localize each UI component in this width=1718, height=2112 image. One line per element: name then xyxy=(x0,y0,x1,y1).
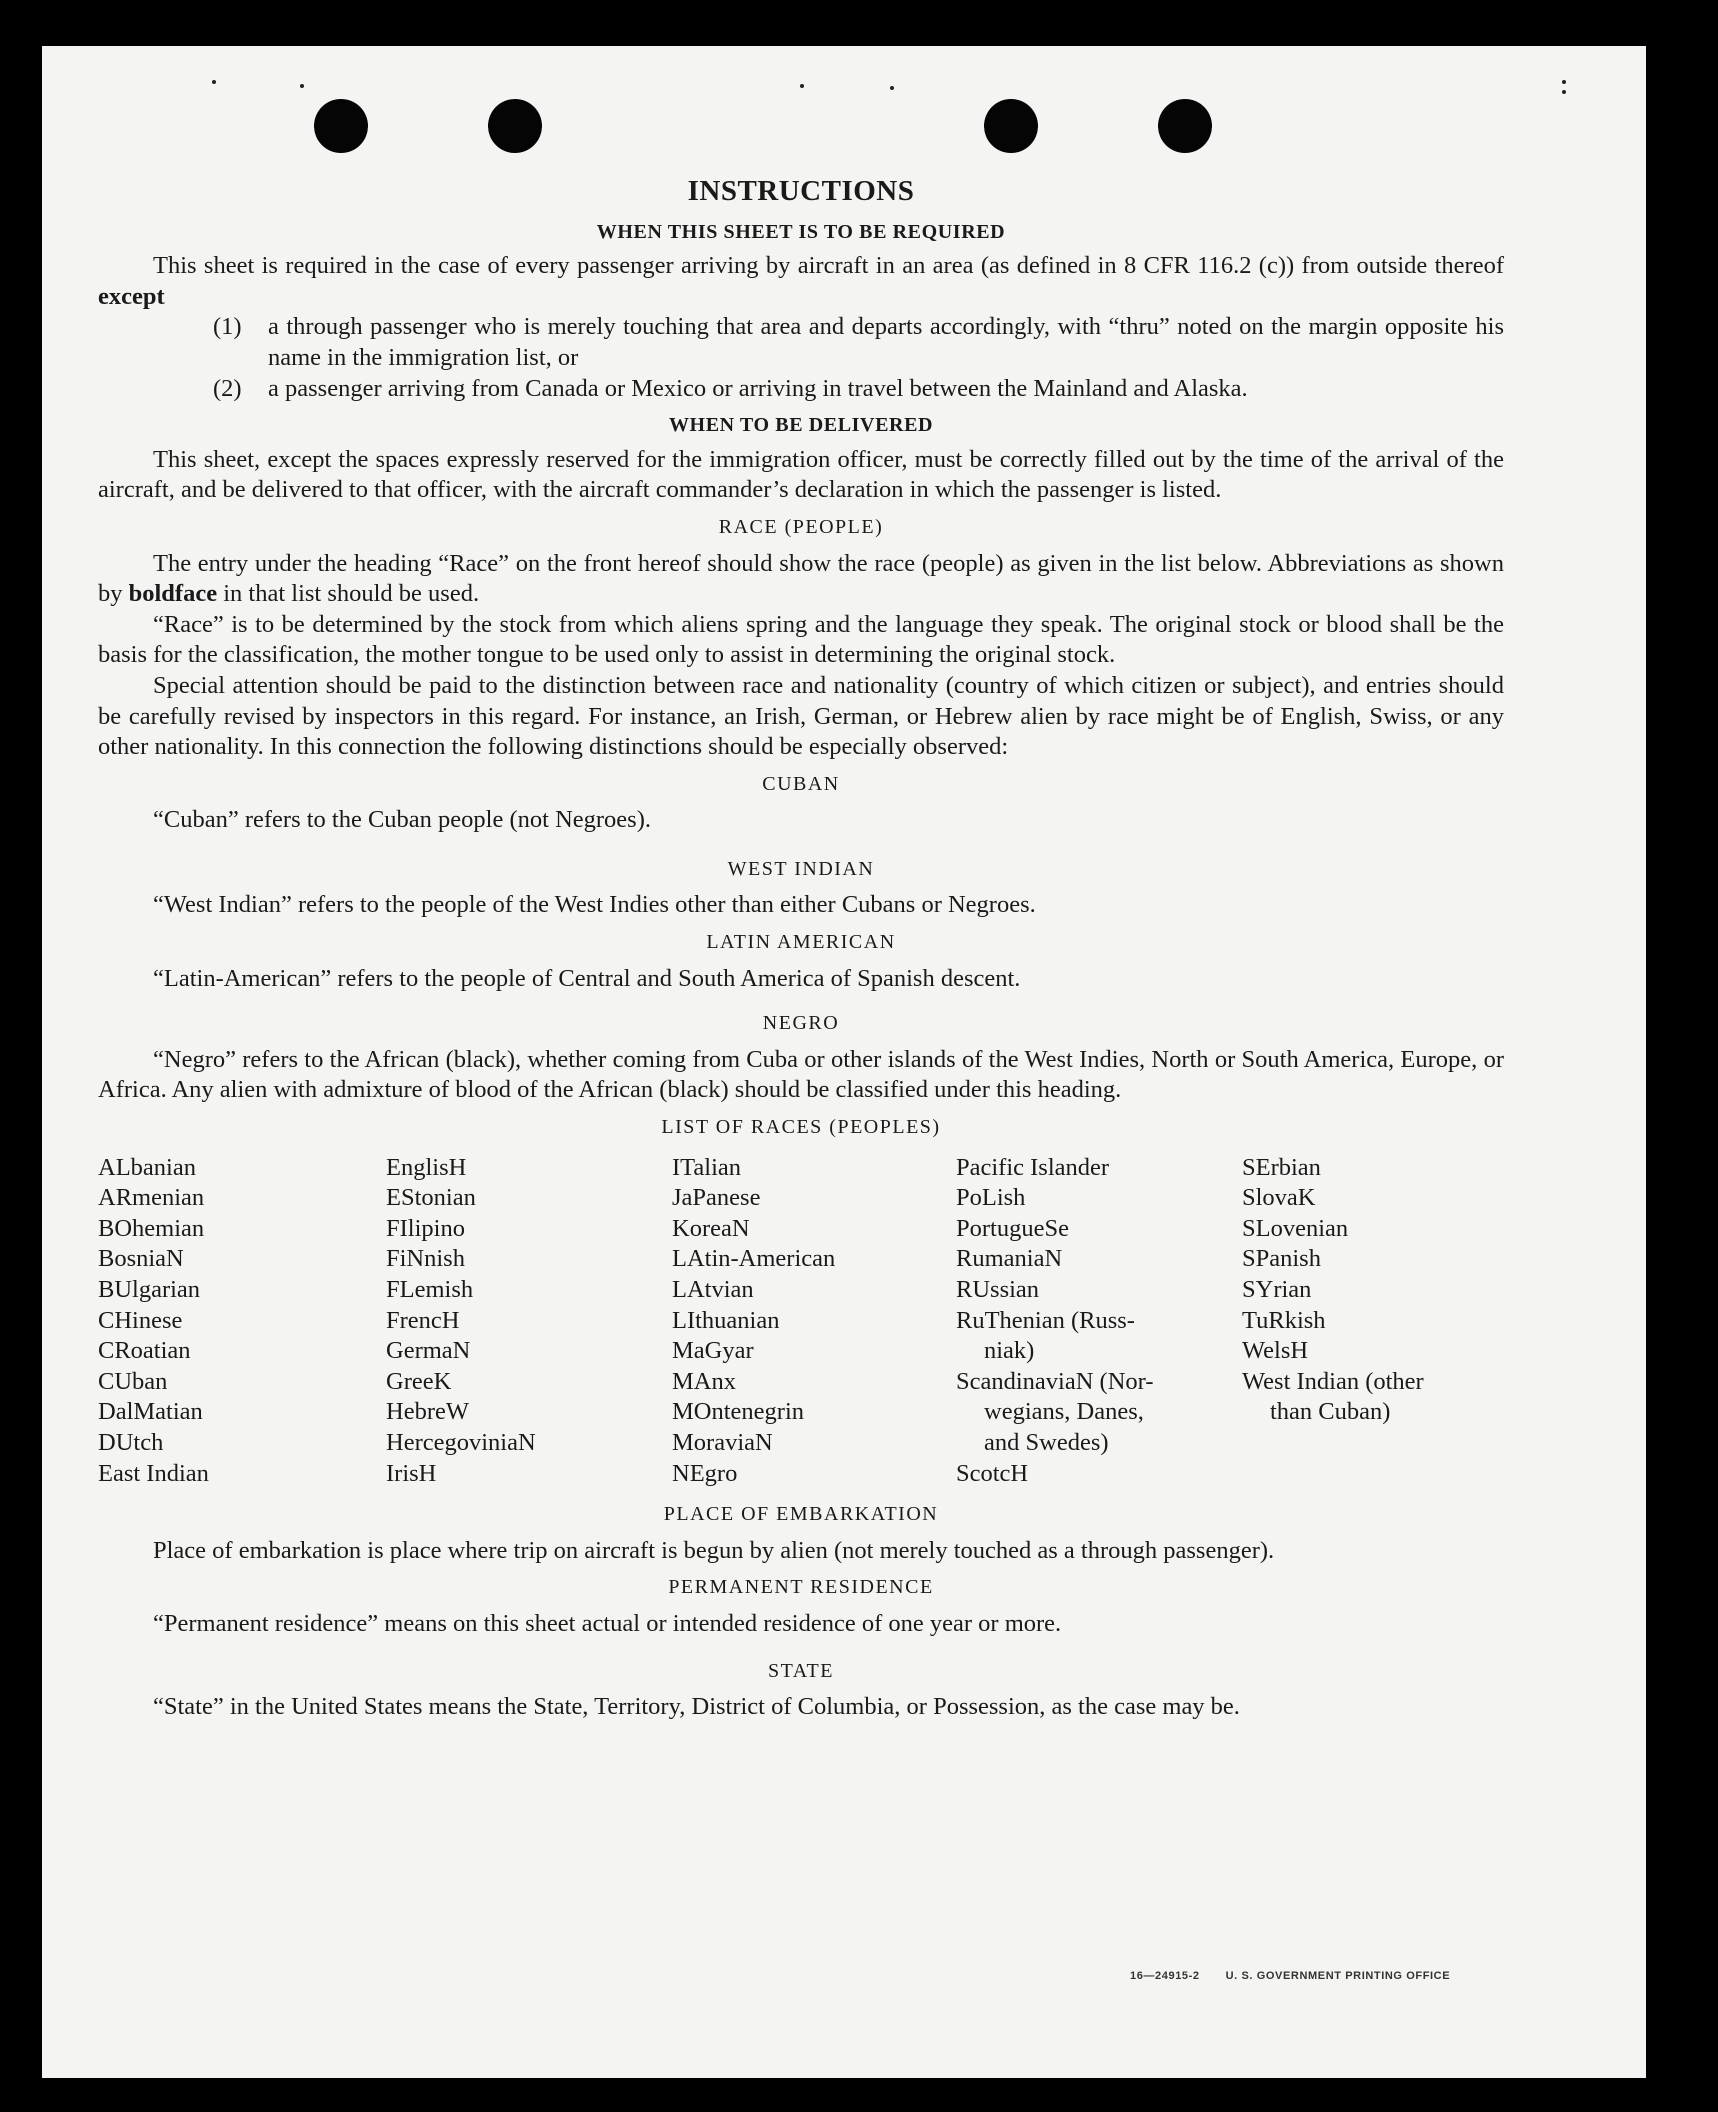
race-entry: EStonian xyxy=(386,1184,476,1212)
race-entry: LAtvian xyxy=(672,1276,754,1303)
race-entry: FiNnish xyxy=(386,1245,465,1273)
race-entry: ScandinaviaN (Nor- xyxy=(956,1367,1154,1395)
exception-number: (1) xyxy=(213,313,242,341)
race-entry: MAnx xyxy=(672,1367,736,1395)
race-entry: ARmenian xyxy=(98,1184,205,1212)
race-paragraph-1 xyxy=(98,549,1504,610)
race-entry: SLovenian xyxy=(1242,1214,1349,1242)
paper-speck xyxy=(1562,80,1566,84)
race-entry: MOntenegrin xyxy=(672,1398,804,1426)
race-entry: KoreaN xyxy=(672,1214,750,1242)
document-page xyxy=(42,46,1646,2078)
race-entry: SYrian xyxy=(1242,1276,1312,1303)
race-entry-continued: than Cuban) xyxy=(1270,1398,1391,1426)
race-entry: LIthuanian xyxy=(672,1306,780,1334)
race-entry: GermaN xyxy=(386,1337,471,1365)
section-heading-cuban: CUBAN xyxy=(762,772,840,795)
embarkation-text: Place of embarkation is place where trip on aircraft is begun by alien (not merely touched as a through passenger). xyxy=(153,1536,1275,1564)
race-entry: West Indian (other xyxy=(1242,1367,1424,1395)
race-p1-bold: boldface xyxy=(128,580,218,608)
negro-text: “Negro” refers to the African (black), whether coming from Cuba or other islands of the West Indies, North or South America, Europe, or Africa. Any alien with admixture of blood of the African (black) should be classified under this heading. xyxy=(98,1045,1504,1104)
race-entry: DalMatian xyxy=(98,1398,203,1426)
race-entry: RUssian xyxy=(956,1276,1040,1303)
race-entry: CRoatian xyxy=(98,1337,191,1365)
race-entry: FIlipino xyxy=(386,1214,465,1242)
paper-speck xyxy=(212,80,216,84)
section-heading-west-indian: WEST INDIAN xyxy=(727,857,875,880)
section-heading-race: RACE (PEOPLE) xyxy=(718,515,884,538)
required-intro xyxy=(98,251,1504,312)
latin-american-text: “Latin-American” refers to the people of Central and South America of Spanish descent. xyxy=(153,964,1021,992)
delivered-text: This sheet, except the spaces expressly reserved for the immigration officer, must be correctly filled out by the time of the arrival of the aircraft, and be delivered to that officer, with the aircraft commander’s declaration in which the passenger is listed. xyxy=(98,445,1504,504)
race-entry: SlovaK xyxy=(1242,1184,1316,1212)
race-entry: ScotcH xyxy=(956,1459,1029,1487)
race-entry: SErbian xyxy=(1242,1153,1321,1181)
race-entry: RumaniaN xyxy=(956,1245,1063,1273)
race-entry: HebreW xyxy=(386,1398,469,1426)
race-entry-continued: and Swedes) xyxy=(984,1428,1109,1456)
exception-number: (2) xyxy=(213,374,242,402)
instructions-content xyxy=(98,176,1504,1723)
race-entry: CHinese xyxy=(98,1306,183,1334)
race-entry: BOhemian xyxy=(98,1214,205,1242)
state-text: “State” in the United States means the State, Territory, District of Columbia, or Possession, as the case may be. xyxy=(153,1693,1240,1721)
race-entry: DUtch xyxy=(98,1428,164,1456)
race-p1-suffix: in that list should be used. xyxy=(217,580,480,608)
race-entry-continued: niak) xyxy=(984,1337,1035,1365)
paper-speck xyxy=(890,86,894,90)
race-entry: NEgro xyxy=(672,1459,738,1487)
race-entry: BUlgarian xyxy=(98,1276,201,1303)
cuban-text: “Cuban” refers to the Cuban people (not Negroes). xyxy=(153,806,651,834)
section-heading-embarkation: PLACE OF EMBARKATION xyxy=(663,1503,939,1526)
race-entry: HercegoviniaN xyxy=(386,1428,536,1456)
races-column xyxy=(98,1153,386,1490)
race-entry: Pacific Islander xyxy=(956,1153,1110,1181)
punch-hole xyxy=(314,99,368,153)
residence-text: “Permanent residence” means on this sheet actual or intended residence of one year or more. xyxy=(153,1609,1062,1637)
section-heading-latin-american: LATIN AMERICAN xyxy=(706,931,896,954)
west-indian-text: “West Indian” refers to the people of the West Indies other than either Cubans or Negroes. xyxy=(153,891,1036,919)
race-entry: IrisH xyxy=(386,1459,437,1487)
punch-hole xyxy=(1158,99,1212,153)
exception-text: a through passenger who is merely touching that area and departs accordingly, with “thru” noted on the margin opposite his name in the immigration list, or xyxy=(268,313,1504,371)
race-entry: FrencH xyxy=(386,1306,460,1334)
exception-item xyxy=(213,312,1504,373)
race-entry: PortugueSe xyxy=(956,1214,1069,1242)
punch-hole xyxy=(488,99,542,153)
section-heading-state: STATE xyxy=(768,1659,834,1682)
races-column xyxy=(386,1153,672,1490)
race-p1-prefix: The entry under the heading “Race” on the front hereof should show the race (people) as given in the list below. Abbreviations as shown by xyxy=(98,549,1504,608)
races-column xyxy=(672,1153,956,1490)
race-entry: ITalian xyxy=(672,1153,742,1181)
section-heading-list-of-races: LIST OF RACES (PEOPLES) xyxy=(661,1116,941,1139)
race-entry-continued: wegians, Danes, xyxy=(984,1398,1144,1426)
race-paragraph-3: Special attention should be paid to the distinction between race and nationality (country of which citizen or subject), and entries should be carefully revised by inspectors in this regard. For instance, an Irish, German, or Hebrew alien by race might be of English, Swiss, or any other nationality. In this connection the following distinctions should be especially observed: xyxy=(98,671,1504,761)
race-entry: MoraviaN xyxy=(672,1428,773,1456)
race-entry: CUban xyxy=(98,1367,168,1395)
required-intro-except: except xyxy=(98,282,165,310)
paper-speck xyxy=(1562,90,1566,94)
section-heading-residence: PERMANENT RESIDENCE xyxy=(668,1576,934,1599)
race-entry: SPanish xyxy=(1242,1245,1321,1273)
race-paragraph-2: “Race” is to be determined by the stock from which aliens spring and the language they speak. The original stock or blood shall be the basis for the classification, the mother tongue to be used only to assist in determining the original stock. xyxy=(98,610,1504,669)
races-column xyxy=(1242,1153,1504,1490)
race-entry: GreeK xyxy=(386,1367,452,1395)
form-number: 16—24915-2 xyxy=(1130,1970,1200,1982)
race-entry: FLemish xyxy=(386,1276,474,1303)
race-entry: WelsH xyxy=(1242,1337,1309,1365)
race-entry: ALbanian xyxy=(98,1153,196,1181)
page-title: INSTRUCTIONS xyxy=(687,175,915,207)
race-entry: JaPanese xyxy=(672,1184,761,1212)
race-entry: EnglisH xyxy=(386,1153,467,1181)
punch-hole xyxy=(984,99,1038,153)
race-entry: BosniaN xyxy=(98,1245,184,1273)
paper-speck xyxy=(800,84,804,88)
required-intro-text: This sheet is required in the case of every passenger arriving by aircraft in an area (as defined in 8 CFR 116.2 (c)) from outside thereof xyxy=(153,252,1504,280)
races-column xyxy=(956,1153,1242,1490)
printer-footer xyxy=(1130,1970,1450,1982)
section-heading-delivered: WHEN TO BE DELIVERED xyxy=(668,414,934,437)
section-heading-required: WHEN THIS SHEET IS TO BE REQUIRED xyxy=(596,220,1006,243)
race-entry: LAtin-American xyxy=(672,1245,836,1273)
race-entry: MaGyar xyxy=(672,1337,754,1365)
exception-text: a passenger arriving from Canada or Mexico or arriving in travel between the Mainland and Alaska. xyxy=(268,374,1248,402)
section-heading-negro: NEGRO xyxy=(762,1012,840,1035)
race-entry: PoLish xyxy=(956,1184,1026,1212)
race-entry: East Indian xyxy=(98,1459,209,1487)
race-entry: TuRkish xyxy=(1242,1306,1326,1334)
exception-item xyxy=(213,374,1504,405)
paper-speck xyxy=(300,84,304,88)
printer-imprint: U. S. GOVERNMENT PRINTING OFFICE xyxy=(1225,1970,1451,1982)
race-entry: RuThenian (Russ- xyxy=(956,1306,1135,1334)
races-list xyxy=(98,1153,1504,1490)
